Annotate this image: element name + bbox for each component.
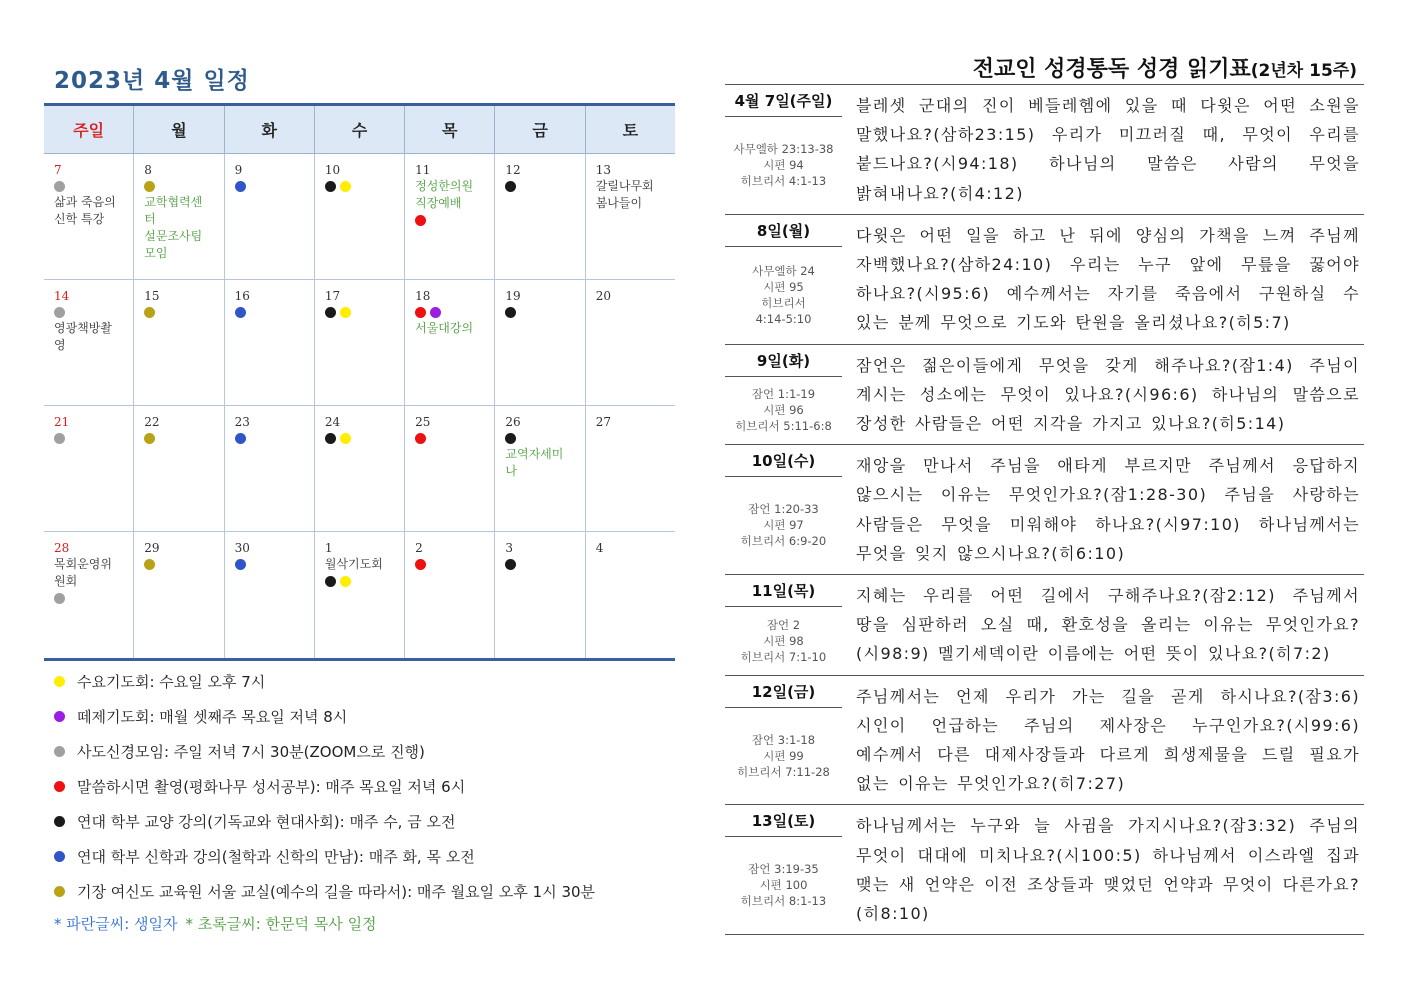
calendar-event: 삶과 죽음의 (54, 195, 116, 209)
event-dots (144, 430, 213, 446)
event-dots (235, 430, 304, 446)
red-dot-icon (415, 215, 426, 226)
scripture-reference: 4:14-5:10 (755, 311, 812, 326)
event-dots (415, 212, 484, 228)
event-dots (54, 304, 123, 320)
event-dots (325, 178, 394, 194)
legend-text: 연대 학부 교양 강의(기독교와 현대사회): 매주 수, 금 오전 (77, 813, 456, 831)
reading-day-info (725, 575, 842, 675)
blue-dot-icon (235, 433, 246, 444)
scripture-reference: 히브리서 8:1-13 (740, 894, 827, 909)
legend-item (54, 664, 674, 699)
day-number: 14 (54, 289, 70, 303)
calendar-body (44, 154, 675, 658)
scripture-reference: 잠언 2 (766, 617, 801, 632)
legend-text: 기장 여신도 교육원 서울 교실(예수의 길을 따라서): 매주 월요일 오후 1시 30분 (77, 883, 596, 901)
scripture-reference: 히브리서 6:9-20 (740, 534, 827, 549)
calendar-day-cell (133, 406, 223, 531)
calendar-event: 설문조사팀 (144, 229, 203, 243)
reading-plan-table (725, 84, 1364, 935)
yellow-dot-icon (340, 307, 351, 318)
event-dots (54, 590, 123, 606)
calendar-day-cell (404, 154, 494, 279)
day-number: 18 (415, 289, 431, 303)
calendar-day-cell (314, 280, 404, 405)
olive-dot-icon (54, 886, 65, 897)
day-number: 4 (595, 541, 604, 555)
legend-text: 사도신경모임: 주일 저녁 7시 30분(ZOOM으로 진행) (77, 743, 425, 761)
reading-day-row (725, 215, 1364, 345)
calendar-event: 봄나들이 (595, 196, 643, 210)
scripture-reference: 잠언 3:1-18 (751, 732, 816, 747)
calendar-day-cell (494, 406, 584, 531)
reading-references (725, 247, 842, 343)
calendar-table (44, 103, 675, 661)
red-dot-icon (415, 307, 426, 318)
event-dots (144, 178, 213, 194)
day-number: 27 (595, 415, 611, 429)
scripture-reference: 잠언 1:1-19 (751, 387, 816, 402)
reading-date: 10일(수) (725, 445, 842, 477)
reading-plan-subtitle: (2년차 15주) (1250, 61, 1357, 81)
day-number: 11 (415, 163, 431, 177)
event-dots (415, 430, 484, 446)
calendar-day-cell (44, 532, 133, 658)
event-dots (235, 556, 304, 572)
scripture-reference: 시편 100 (759, 878, 808, 893)
event-dots (235, 304, 304, 320)
day-number: 17 (324, 289, 341, 303)
black-dot-icon (505, 559, 516, 570)
calendar-day-cell (585, 532, 675, 658)
calendar-day-cell (44, 406, 133, 531)
reading-date: 11일(목) (725, 575, 842, 607)
event-dots (505, 556, 574, 572)
reading-day-row (725, 85, 1364, 215)
event-dots (325, 304, 394, 320)
legend-item (54, 839, 674, 874)
black-dot-icon (505, 181, 516, 192)
reading-references (725, 837, 842, 933)
day-number: 22 (144, 415, 160, 429)
event-dots (415, 304, 484, 320)
day-number: 8 (144, 163, 152, 177)
calendar-week-row (44, 406, 675, 532)
calendar-day-cell (404, 532, 494, 658)
day-number: 28 (54, 541, 70, 555)
day-number: 10 (324, 163, 341, 177)
calendar-week-row (44, 280, 675, 406)
day-number: 30 (234, 541, 250, 555)
scripture-reference: 히브리서 (761, 295, 806, 310)
black-dot-icon (325, 307, 336, 318)
reading-day-info (725, 445, 842, 574)
calendar-week-row (44, 154, 675, 280)
legend-item (54, 804, 674, 839)
scripture-reference: 히브리서 7:11-28 (737, 764, 830, 779)
calendar-event: 모임 (144, 246, 168, 260)
legend-text: 말씀하시면 촬영(평화나무 성서공부): 매주 목요일 저녁 6시 (77, 778, 466, 796)
scripture-reference: 히브리서 4:1-13 (740, 174, 827, 188)
calendar-day-cell (133, 532, 223, 658)
event-dots (54, 178, 123, 194)
event-dots (144, 556, 213, 572)
black-dot-icon (325, 576, 336, 587)
red-dot-icon (415, 433, 426, 444)
reading-questions: 하나님께서는 누구와 늘 사귐을 가지시나요?(잠3:32) 주님의 무엇이 대대에 미치나요?(시100:5) 하나님께서 이스라엘 집과 맺는 새 언약은 이전 조상들과 맺었던 언약과 무엇이 다른가요?(히8:10) (856, 816, 1360, 924)
weekday-header: 수 (314, 106, 404, 153)
scripture-reference: 시편 95 (763, 279, 804, 294)
reading-questions: 잠언은 젊은이들에게 무엇을 갖게 해주나요?(잠1:4) 주님이 계시는 성소에는 무엇이 있나요?(시96:6) 하나님의 말씀으로 장성한 사람들은 어떤 지각을 가지고 있나요?(히5:14) (856, 355, 1360, 434)
calendar-day-cell (494, 154, 584, 279)
reading-date: 12일(금) (725, 676, 842, 708)
calendar-day-cell (44, 154, 133, 279)
scripture-reference: 히브리서 5:11-6:8 (735, 419, 832, 434)
footnote-blue-text: * 파란글씨: 생일자 (54, 914, 178, 933)
legend-text: 연대 학부 신학과 강의(철학과 신학의 만남): 매주 화, 목 오전 (77, 848, 475, 866)
yellow-dot-icon (340, 576, 351, 587)
reading-day-row (725, 805, 1364, 935)
day-number: 24 (324, 415, 341, 429)
scripture-reference: 시편 98 (763, 633, 804, 648)
day-number: 23 (234, 415, 250, 429)
calendar-event: 교역자세미나 (505, 447, 564, 478)
event-dots (325, 430, 394, 446)
reading-day-row (725, 345, 1364, 446)
calendar-day-cell (224, 406, 314, 531)
legend-list (54, 664, 674, 909)
day-number: 3 (505, 541, 514, 555)
reading-date: 8일(월) (725, 215, 842, 247)
day-number: 29 (144, 541, 160, 555)
day-number: 26 (505, 415, 521, 429)
calendar-event: 영광책방촬영 (54, 321, 112, 352)
red-dot-icon (415, 559, 426, 570)
reading-questions: 블레셋 군대의 진이 베들레헴에 있을 때 다윗은 어떤 소원을 말했나요?(삼하23:15) 우리가 미끄러질 때, 무엇이 우리를 붙드나요?(시94:18) 하나님의 말씀은 사람의 무엇을 밝혀내나요?(히4:12) (856, 96, 1360, 203)
weekday-header: 화 (224, 106, 314, 153)
reading-references (725, 607, 842, 674)
event-dots (325, 573, 394, 589)
purple-dot-icon (54, 711, 65, 722)
scripture-reference: 히브리서 7:1-10 (740, 649, 827, 664)
scripture-reference: 시편 96 (763, 403, 804, 418)
yellow-dot-icon (54, 676, 65, 687)
scripture-reference: 시편 94 (763, 158, 804, 172)
calendar-day-cell (314, 532, 404, 658)
yellow-dot-icon (340, 433, 351, 444)
olive-dot-icon (144, 559, 155, 570)
reading-questions: 지혜는 우리를 어떤 길에서 구해주나요?(잠2:12) 주님께서 땅을 심판하러 오실 때, 환호성을 올리는 이유는 무엇인가요?(시98:9) 멜기세덱이란 이름에는 어떤 뜻이 있나요?(히7:2) (856, 586, 1360, 664)
black-dot-icon (505, 433, 516, 444)
calendar-week-row (44, 532, 675, 658)
day-number: 1 (324, 541, 333, 555)
purple-dot-icon (430, 307, 441, 318)
legend-item (54, 734, 674, 769)
legend-item (54, 699, 674, 734)
reading-references (725, 117, 842, 213)
reading-day-info (725, 215, 842, 344)
reading-day-info (725, 676, 842, 805)
yellow-dot-icon (340, 181, 351, 192)
weekday-header: 토 (585, 106, 675, 153)
day-number: 2 (415, 541, 423, 555)
calendar-event: 직장예배 (415, 196, 462, 210)
event-dots (235, 178, 304, 194)
calendar-event: 목회운영위원회 (54, 557, 112, 588)
calendar-day-cell (314, 154, 404, 279)
blue-dot-icon (235, 559, 246, 570)
event-dots (505, 430, 574, 446)
reading-references (725, 708, 842, 804)
calendar-day-cell (224, 280, 314, 405)
scripture-reference: 시편 99 (763, 748, 804, 763)
reading-references (725, 477, 842, 573)
red-dot-icon (54, 781, 65, 792)
reading-day-row (725, 575, 1364, 676)
reading-questions: 재앙을 만나서 주님을 애타게 부르지만 주님께서 응답하지 않으시는 이유는 무엇인가요?(잠1:28-30) 주님을 사랑하는 사람들은 무엇을 미워해야 하나요?(시97:10) 하나님께서는 무엇을 잊지 않으시나요?(히6:10) (856, 456, 1360, 563)
olive-dot-icon (144, 307, 155, 318)
weekday-header: 월 (133, 106, 223, 153)
calendar-event: 월삭기도회 (324, 557, 383, 571)
blue-dot-icon (235, 307, 246, 318)
calendar-day-cell (585, 406, 675, 531)
calendar-day-cell (585, 154, 675, 279)
reading-date: 4월 7일(주일) (725, 85, 842, 117)
calendar-title: 2023년 4월 일정 (54, 68, 250, 94)
legend-item (54, 874, 674, 909)
scripture-reference: 잠언 3:19-35 (748, 862, 819, 877)
olive-dot-icon (144, 433, 155, 444)
day-number: 25 (415, 415, 431, 429)
reading-day-info (725, 345, 842, 445)
legend-text: 떼제기도회: 매월 셋째주 목요일 저녁 8시 (77, 708, 348, 726)
weekday-header: 금 (494, 106, 584, 153)
calendar-day-cell (404, 406, 494, 531)
reading-date: 9일(화) (725, 345, 842, 377)
day-number: 19 (505, 289, 521, 303)
reading-questions: 주님께서는 언제 우리가 가는 길을 곧게 하시나요?(잠3:6) 시인이 언급하는 주님의 제사장은 누구인가요?(시99:6) 예수께서 다른 대제사장들과 다르게 희생제물을 드릴 필요가 없는 이유는 무엇인가요?(히7:27) (856, 686, 1360, 794)
reading-date: 13일(토) (725, 805, 842, 837)
blue-dot-icon (54, 851, 65, 862)
reading-day-row (725, 445, 1364, 575)
black-dot-icon (325, 181, 336, 192)
calendar-event: 갈릴나무회 (595, 179, 654, 193)
calendar-header-row (44, 106, 675, 154)
calendar-event: 신학 특강 (54, 212, 105, 226)
reading-plan-title-text: 전교인 성경통독 성경 읽기표 (972, 57, 1251, 82)
day-number: 20 (595, 289, 611, 303)
event-dots (54, 430, 123, 446)
black-dot-icon (325, 433, 336, 444)
gray-dot-icon (54, 181, 65, 192)
reading-plan-title (973, 52, 1357, 83)
calendar-day-cell (133, 280, 223, 405)
reading-questions: 다윗은 어떤 일을 하고 난 뒤에 양심의 가책을 느껴 주님께 자백했나요?(삼하24:10) 우리는 누구 앞에 무릎을 꿇어야 하나요?(시95:6) 예수께서는 자기를 죽음에서 구원하실 수 있는 분께 무엇으로 기도와 탄원을 올리셨나요?(히5:7) (856, 225, 1360, 333)
scripture-reference: 시편 97 (763, 518, 804, 533)
reading-references (725, 377, 842, 444)
black-dot-icon (505, 307, 516, 318)
gray-dot-icon (54, 307, 65, 318)
schedule-legend (54, 664, 674, 935)
gray-dot-icon (54, 746, 65, 757)
day-number: 13 (595, 163, 611, 177)
calendar-day-cell (224, 532, 314, 658)
event-dots (505, 178, 574, 194)
weekday-header: 목 (404, 106, 494, 153)
day-number: 9 (234, 163, 243, 177)
day-number: 12 (505, 163, 521, 177)
event-dots (505, 304, 574, 320)
scripture-reference: 잠언 1:20-33 (748, 502, 819, 517)
calendar-day-cell (494, 280, 584, 405)
scripture-reference: 사무엘하 23:13-38 (733, 142, 834, 156)
day-number: 21 (54, 415, 70, 429)
day-number: 15 (144, 289, 160, 303)
calendar-day-cell (494, 532, 584, 658)
legend-footnote (54, 911, 674, 935)
legend-text: 수요기도회: 수요일 오후 7시 (77, 673, 266, 691)
reading-day-info (725, 805, 842, 934)
calendar-day-cell (585, 280, 675, 405)
black-dot-icon (54, 816, 65, 827)
calendar-event: 서울대강의 (415, 321, 474, 335)
weekday-header: 주일 (73, 121, 105, 140)
gray-dot-icon (54, 593, 65, 604)
calendar-day-cell (133, 154, 223, 279)
legend-item (54, 769, 674, 804)
calendar-day-cell (404, 280, 494, 405)
blue-dot-icon (235, 181, 246, 192)
footnote-green-text: * 초록글씨: 한문덕 목사 일정 (185, 914, 377, 933)
reading-day-row (725, 676, 1364, 806)
day-number: 7 (54, 163, 62, 177)
event-dots (415, 556, 484, 572)
calendar-day-cell (44, 280, 133, 405)
olive-dot-icon (144, 181, 155, 192)
day-number: 16 (234, 289, 250, 303)
reading-day-info (725, 85, 842, 214)
calendar-event: 정성한의원 (415, 179, 474, 193)
calendar-day-cell (314, 406, 404, 531)
gray-dot-icon (54, 433, 65, 444)
calendar-day-cell (224, 154, 314, 279)
calendar-event: 교학협력센터 (144, 195, 203, 226)
scripture-reference: 사무엘하 24 (752, 263, 815, 278)
event-dots (144, 304, 213, 320)
